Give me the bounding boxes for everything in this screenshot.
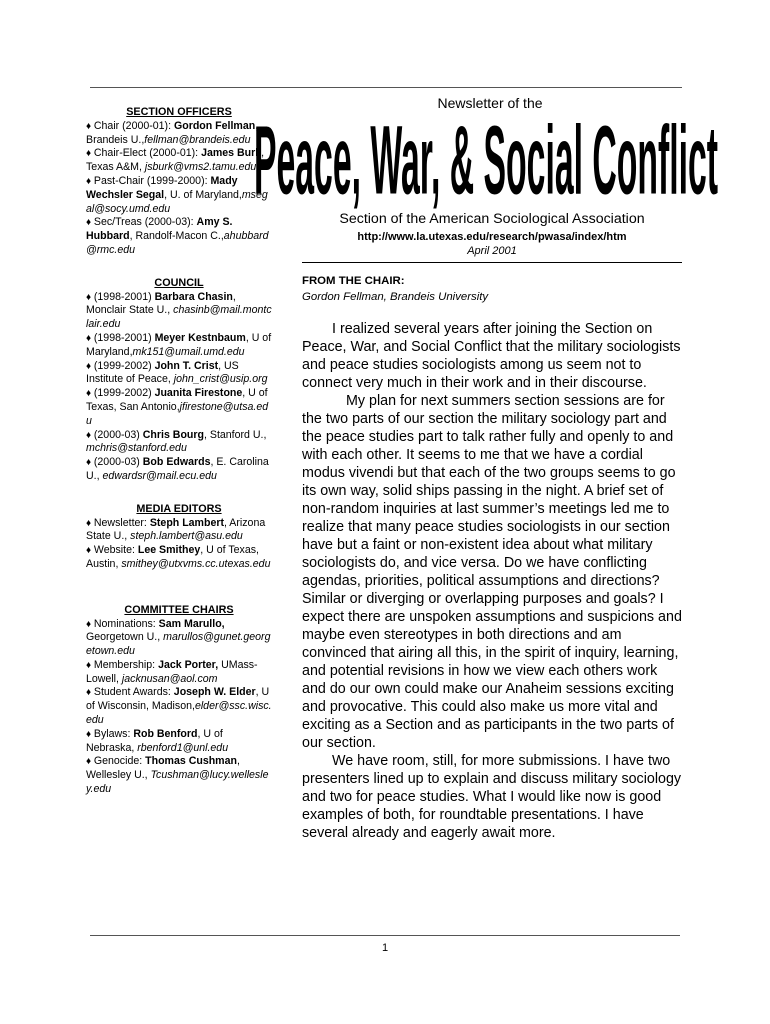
officer-entry xyxy=(86,332,272,360)
entry-email[interactable]: mchris@stanford.edu xyxy=(86,442,187,455)
officer-entry xyxy=(86,387,272,428)
officer-entry xyxy=(86,517,272,545)
entry-role: (1998-2001) xyxy=(93,290,155,303)
entry-role: (1998-2001) xyxy=(93,331,155,344)
committee-list xyxy=(86,618,272,797)
entry-email[interactable]: chasinb@mail.montclair.edu xyxy=(86,304,272,331)
media-list xyxy=(86,517,272,572)
entry-email[interactable]: john_crist@usip.org xyxy=(173,373,268,386)
diamond-bullet-icon: ♦ xyxy=(86,291,94,303)
entry-affiliation: , Monclair State U., xyxy=(86,290,236,317)
entry-role: (1999-2002) xyxy=(93,387,155,400)
top-rule xyxy=(90,87,682,88)
officer-entry xyxy=(86,216,272,257)
diamond-bullet-icon: ♦ xyxy=(86,148,94,160)
officer-entry xyxy=(86,728,272,756)
entry-role: (2000-03) xyxy=(93,428,143,441)
diamond-bullet-icon: ♦ xyxy=(86,728,94,740)
paragraph: I realized several years after joining the Section on Peace, War, and Social Conflict that the military sociologists and peace studies sociologists among us seem not to connect very much in their work and in their discourse. xyxy=(302,321,681,391)
entry-email[interactable]: steph.lambert@asu.edu xyxy=(130,530,243,543)
entry-email[interactable]: mk151@umail.umd.edu xyxy=(132,345,245,358)
entry-email[interactable]: Tcushman@lucy.wellesley.edu xyxy=(86,769,269,796)
diamond-bullet-icon: ♦ xyxy=(86,388,94,400)
masthead-title-text: Peace, War, & Social Conflict xyxy=(254,107,718,216)
entry-email[interactable]: fellman@brandeis.edu xyxy=(144,133,251,146)
entry-email[interactable]: ahubbard@rmc.edu xyxy=(86,230,269,256)
diamond-bullet-icon: ♦ xyxy=(86,217,94,229)
entry-name: Steph Lambert xyxy=(149,516,224,529)
diamond-bullet-icon: ♦ xyxy=(86,332,94,344)
entry-email[interactable]: msegal@socy.umd.edu xyxy=(86,188,268,215)
entry-email[interactable]: marullos@gunet.georgetown.edu xyxy=(86,631,271,658)
entry-affiliation: , Stanford U., xyxy=(204,428,267,441)
entry-affiliation: , Randolf-Macon C., xyxy=(129,230,224,243)
entry-role: Newsletter: xyxy=(93,516,150,529)
entry-affiliation: , Arizona State U., xyxy=(86,516,266,543)
entry-affiliation: UMass-Lowell, xyxy=(86,658,258,685)
entry-email[interactable]: edwardsr@mail.ecu.edu xyxy=(102,469,217,482)
masthead-title xyxy=(250,90,722,216)
section-of-label: Section of the American Sociological Association xyxy=(339,211,645,227)
issue-date: April 2001 xyxy=(467,245,517,257)
diamond-bullet-icon: ♦ xyxy=(86,120,94,132)
entry-affiliation: , E. Carolina U., xyxy=(86,456,269,482)
diamond-bullet-icon: ♦ xyxy=(86,659,94,671)
entry-name: Rob Benford xyxy=(133,727,198,740)
article-body xyxy=(302,320,684,842)
diamond-bullet-icon: ♦ xyxy=(86,756,94,768)
entry-name: Chris Bourg xyxy=(142,428,204,441)
entry-name: James Burk xyxy=(201,147,262,160)
entry-role: Website: xyxy=(93,544,138,557)
officer-entry xyxy=(86,360,272,388)
entry-affiliation: , Brandeis U., xyxy=(86,119,259,146)
officer-entry xyxy=(86,120,272,148)
entry-name: Bob Edwards xyxy=(142,456,211,469)
entry-role: Membership: xyxy=(93,658,159,671)
entry-affiliation: , U of Maryland, xyxy=(86,331,272,358)
entry-name: Lee Smithey xyxy=(137,544,201,557)
sidebar xyxy=(86,106,272,797)
entry-affiliation: , U of Nebraska, xyxy=(86,727,223,754)
entry-affiliation: , U of Texas, San Antonio, xyxy=(86,387,268,413)
entry-role: Past-Chair (1999-2000): xyxy=(93,174,211,187)
article-heading: FROM THE CHAIR: xyxy=(302,275,405,287)
page-number: 1 xyxy=(381,942,389,954)
diamond-bullet-icon: ♦ xyxy=(86,545,94,557)
entry-role: Nominations: xyxy=(93,617,159,630)
officer-entry xyxy=(86,175,272,216)
entry-affiliation: , U of Texas, Austin, xyxy=(86,544,259,570)
entry-role: Sec/Treas (2000-03): xyxy=(93,216,197,229)
entry-affiliation: Georgetown U., xyxy=(86,631,164,644)
officers-list xyxy=(86,120,272,258)
entry-name: Gordon Fellman xyxy=(173,119,256,132)
officer-entry xyxy=(86,755,272,796)
diamond-bullet-icon: ♦ xyxy=(86,360,94,372)
entry-role: Chair (2000-01): xyxy=(93,119,174,132)
entry-name: Juanita Firestone xyxy=(154,387,243,400)
committee-chairs-heading: COMMITTEE CHAIRS xyxy=(124,603,234,616)
entry-name: John T. Crist xyxy=(154,359,219,372)
media-editors-heading: MEDIA EDITORS xyxy=(136,502,222,515)
entry-email[interactable]: elder@ssc.wisc.edu xyxy=(86,700,272,727)
officer-entry xyxy=(86,291,272,332)
entry-email[interactable]: rbenford1@unl.edu xyxy=(137,741,229,754)
officer-entry xyxy=(86,147,272,175)
diamond-bullet-icon: ♦ xyxy=(86,175,94,187)
officer-entry xyxy=(86,618,272,659)
entry-role: Genocide: xyxy=(93,755,146,768)
officer-entry xyxy=(86,456,272,484)
entry-affiliation: , US Institute of Peace, xyxy=(86,359,239,386)
entry-role: Student Awards: xyxy=(93,686,174,699)
website-url[interactable]: http://www.la.utexas.edu/research/pwasa/index/htm xyxy=(357,231,627,243)
entry-email[interactable]: jsburk@vms2.tamu.edu xyxy=(144,161,257,174)
bottom-rule xyxy=(90,935,680,936)
officer-entry xyxy=(86,429,272,457)
diamond-bullet-icon: ♦ xyxy=(86,517,94,529)
article-author: Gordon Fellman, Brandeis University xyxy=(302,291,489,303)
entry-affiliation: , Texas A&M, xyxy=(86,147,265,174)
entry-name: Thomas Cushman xyxy=(145,755,237,768)
entry-email[interactable]: smithey@utxvms.cc.utexas.edu xyxy=(121,557,271,570)
diamond-bullet-icon: ♦ xyxy=(86,618,94,630)
entry-email[interactable]: jacknusan@aol.com xyxy=(121,672,218,685)
paragraph: My plan for next summers section sessions are for the two parts of our section the military sociology part and the peace studies part to talk rather fully and openly to and with each other. It seems to me that we have a cordial modus vivendi but that each of the two groups seems to go its own way, solid ships passing in the night. A brief set of non-random inquiries at last summer’s meetings led me to realize that many peace studies sociologists in our section have but a faint or non-existent idea about what military sociologists do, and vice versa. Do we have conflicting agendas, priorities, political assumptions and directions? Similar or diverging or overlapping purposes and goals? I expect there are unspoken assumptions and suspicions and maybe even stereotypes in both directions and am convinced that airing all this, in the spirit of inquiry, learning, and potential revisions in how we view each others work and do our own could make our Anaheim sessions exciting and provocative. This could also make us more vital and exciting as a Section and as participants in the two parts of our section. xyxy=(302,393,682,751)
entry-name: Joseph W. Elder xyxy=(173,686,256,699)
entry-name: Meyer Kestnbaum xyxy=(154,331,246,344)
diamond-bullet-icon: ♦ xyxy=(86,457,94,469)
entry-affiliation: , U. of Maryland, xyxy=(164,188,242,201)
entry-name: Amy S. Hubbard xyxy=(86,216,233,243)
paragraph: We have room, still, for more submissions. I have two presenters lined up to explain and discuss military sociology and two for peace studies. What I would like now is good examples of both, for roundtable presentations. I have several already and eagerly await more. xyxy=(302,753,682,841)
council-list xyxy=(86,291,272,484)
entry-affiliation: , U of Wisconsin, Madison, xyxy=(86,686,270,713)
entry-role: Chair-Elect (2000-01): xyxy=(93,147,202,160)
officer-entry xyxy=(86,544,272,572)
entry-name: Barbara Chasin xyxy=(154,290,233,303)
diamond-bullet-icon: ♦ xyxy=(86,429,94,441)
entry-name: Mady Wechsler Segal xyxy=(86,174,238,201)
officers-heading: SECTION OFFICERS xyxy=(126,106,232,118)
entry-affiliation: , Wellesley U., xyxy=(86,755,240,782)
entry-role: (1999-2002) xyxy=(93,359,155,372)
entry-name: Jack Porter, xyxy=(158,658,219,671)
entry-role: Bylaws: xyxy=(93,727,134,740)
entry-email[interactable]: jfirestone@utsa.edu xyxy=(86,400,269,427)
diamond-bullet-icon: ♦ xyxy=(86,687,94,699)
officer-entry xyxy=(86,686,272,727)
council-heading: COUNCIL xyxy=(154,276,204,289)
masthead-rule xyxy=(302,262,682,263)
officer-entry xyxy=(86,659,272,687)
entry-role: (2000-03) xyxy=(93,456,143,469)
entry-name: Sam Marullo, xyxy=(158,617,225,630)
newsletter-of-label: Newsletter of the xyxy=(437,95,543,111)
